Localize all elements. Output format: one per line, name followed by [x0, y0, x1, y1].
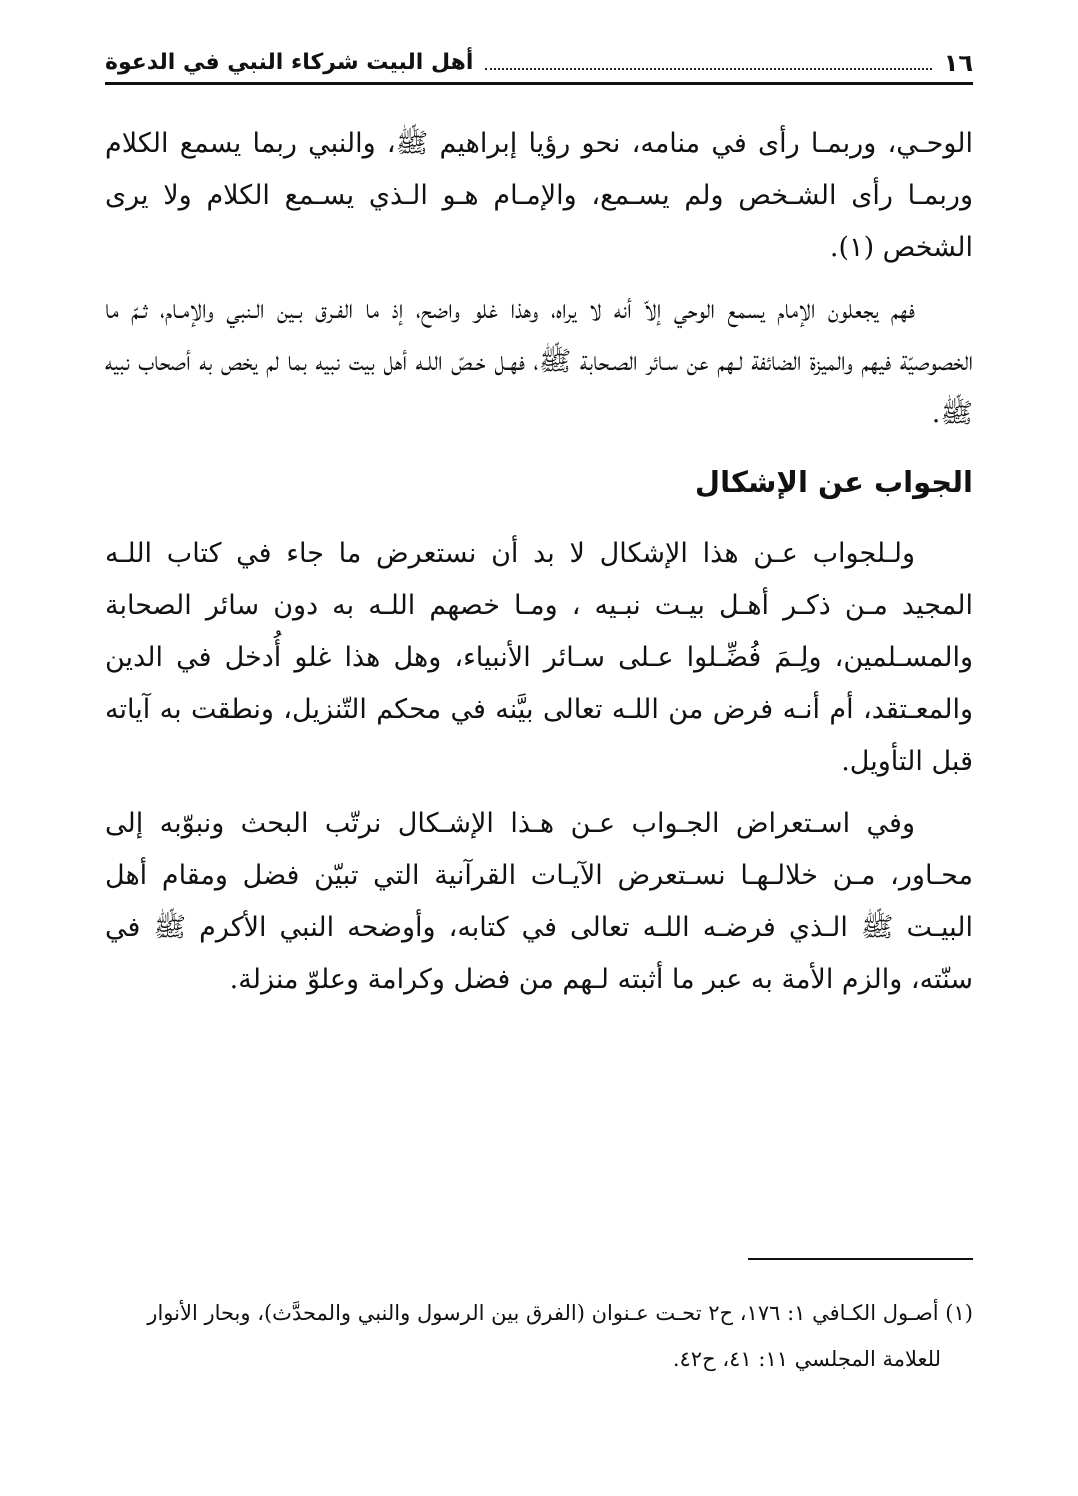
paragraph-4: وفي اسـتعراض الجـواب عـن هـذا الإشـكال نرتّب البحث ونبوّبه إلى محـاور، مـن خلالـهـا نسـتعرض الآيـات القرآنية التي تبيّن فضل ومقام أهل البيـت ﷺ الـذي فرضـه اللـه تعالى في كتابه، وأوضحه النبي الأكرم ﷺ في سنّته، والزم الأمة به عبر ما أثبته لـهم من فضل وكرامة وعلوّ منزلة.: [105, 808, 973, 995]
main-text: [105, 118, 973, 1016]
paragraph-3: ولـلجواب عـن هذا الإشكال لا بد أن نستعرض ما جاء في كتاب اللـه المجيد مـن ذكـر أهـل بيـت نبـيه ، ومـا خصهم اللـه به دون سائر الصحابة والمسـلمين، ولِـمَ فُضِّـلوا عـلى سـائر الأنبياء، وهل هذا غلو أُدخل في الدين والمعـتقد، أم أنـه فرض من اللـه تعالى بيَّنه في محكم التّنزيل، ونطقت به آياته قبل التأويل.: [105, 538, 973, 777]
paragraph-2: فهم يجعلون الإمام يسمع الوحي إلاّ أنه لا يراه، وهذا غلو واضح، إذ ما الفـرق بـين الـنبي والإمـام، ثـمّ ما الخصوصيّة فيهم والميزة الضائفة لـهم عن سـائر الصـحابة ﷺ، فهـل خـصّ اللـه أهل بيت نبيه بما لم يخص به أصحاب نبيه ﷺ.: [105, 294, 973, 429]
footnotes: [105, 1290, 973, 1382]
footnote-1-line-2: للعلامة المجلسي ١١: ٤١، ح٤٢.: [672, 1347, 941, 1371]
header-dotted-leader: [485, 67, 931, 70]
book-title: أهل البيت شركاء النبي في الدعوة: [105, 50, 474, 75]
footnote-1-line-1: (١) أصـول الكـافي ١: ١٧٦، ح٢ تحـت عـنوان (الفرق بين الرسول والنبي والمحدَّث)، وبحار الأنوار: [147, 1301, 973, 1325]
running-header: [105, 38, 973, 82]
paragraph-1: الوحـي، وربمـا رأى في منامه، نحو رؤيا إبراهيم ﷺ، والنبي ربما يسمع الكلام وربمـا رأى الشـخص ولم يسـمع، والإمـام هـو الـذي يسـمع الكلام ولا يرى الشخص (١).: [105, 128, 973, 263]
footnote-separator: [748, 1258, 973, 1260]
header-rule: [105, 82, 973, 85]
page-number: ١٦: [943, 49, 973, 77]
section-heading: الجواب عن الإشكال: [694, 465, 973, 499]
